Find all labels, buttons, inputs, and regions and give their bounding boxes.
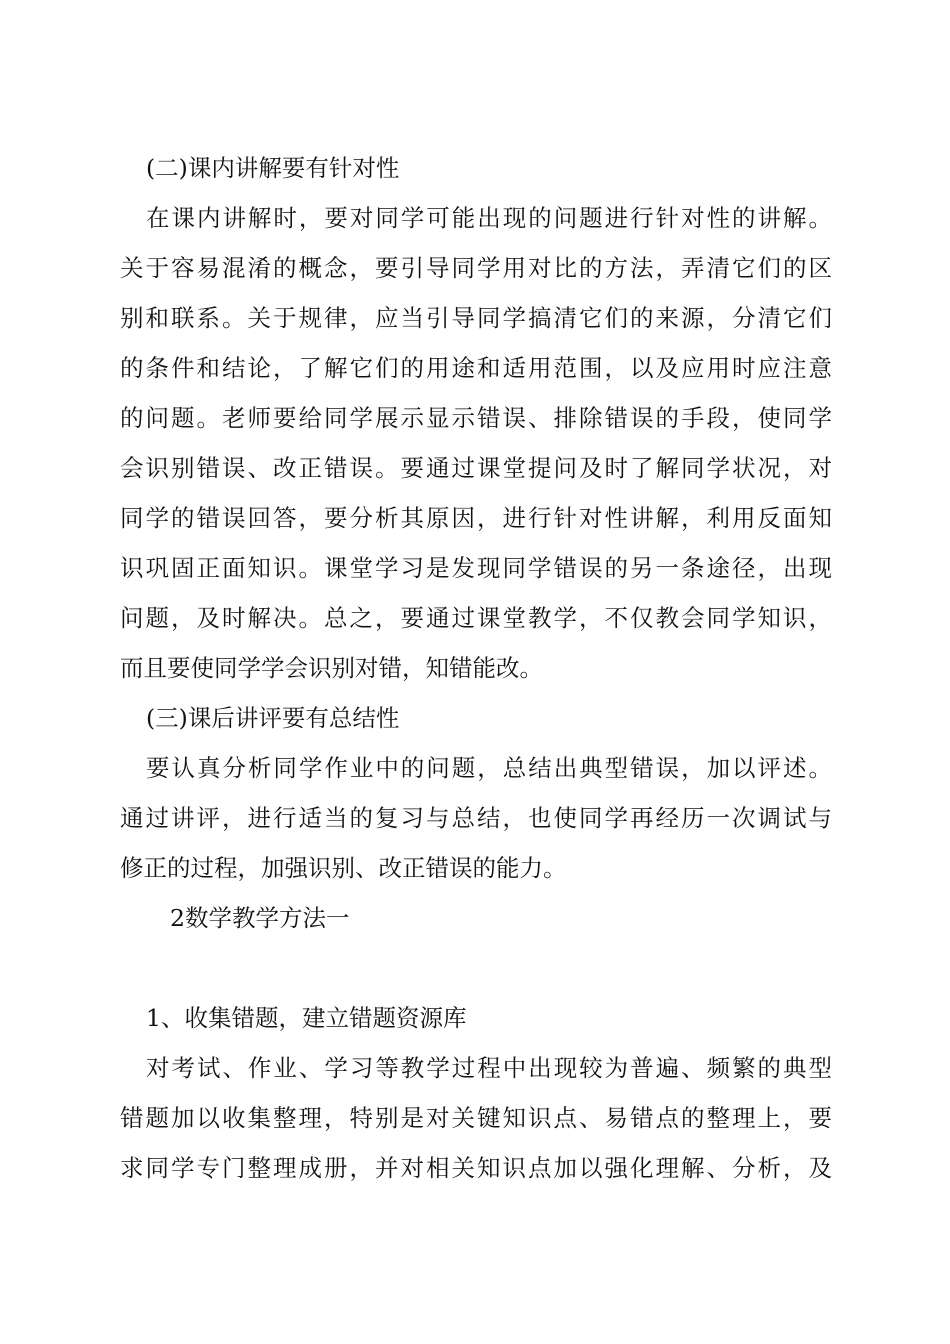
paragraph-line: 会识别错误、改正错误。要通过课堂提问及时了解同学状况，对	[120, 454, 832, 482]
paragraph-line: 通过讲评，进行适当的复习与总结，也使同学再经历一次调试与	[120, 804, 832, 832]
paragraph-line: 修正的过程，加强识别、改正错误的能力。	[120, 854, 567, 882]
paragraph-line: 错题加以收集整理，特别是对关键知识点、易错点的整理上，要	[120, 1104, 832, 1132]
paragraph-line: 问题，及时解决。总之，要通过课堂教学，不仅教会同学知识，	[120, 604, 832, 632]
paragraph-line: 的条件和结论，了解它们的用途和适用范围，以及应用时应注意	[120, 354, 832, 382]
section-heading-3: (三)课后讲评要有总结性	[146, 704, 400, 732]
paragraph-line: 求同学专门整理成册，并对相关知识点加以强化理解、分析，及	[120, 1154, 832, 1182]
paragraph-line: 对考试、作业、学习等教学过程中出现较为普遍、频繁的典型	[146, 1054, 832, 1082]
section-heading-2: (二)课内讲解要有针对性	[146, 154, 400, 182]
item-heading-1: 1、收集错题，建立错题资源库	[146, 1004, 467, 1032]
paragraph-line: 要认真分析同学作业中的问题，总结出典型错误，加以评述。	[146, 754, 832, 782]
paragraph-line: 识巩固正面知识。课堂学习是发现同学错误的另一条途径，出现	[120, 554, 832, 582]
paragraph-line: 别和联系。关于规律，应当引导同学搞清它们的来源，分清它们	[120, 304, 832, 332]
paragraph-line: 的问题。老师要给同学展示显示错误、排除错误的手段，使同学	[120, 404, 832, 432]
paragraph-line: 同学的错误回答，要分析其原因，进行针对性讲解，利用反面知	[120, 504, 832, 532]
paragraph-line: 关于容易混淆的概念，要引导同学用对比的方法，弄清它们的区	[120, 254, 832, 282]
paragraph-line: 在课内讲解时，要对同学可能出现的问题进行针对性的讲解。	[146, 204, 832, 232]
paragraph-line: 而且要使同学学会识别对错，知错能改。	[120, 654, 543, 682]
method-title: 2数学教学方法一	[170, 904, 350, 932]
